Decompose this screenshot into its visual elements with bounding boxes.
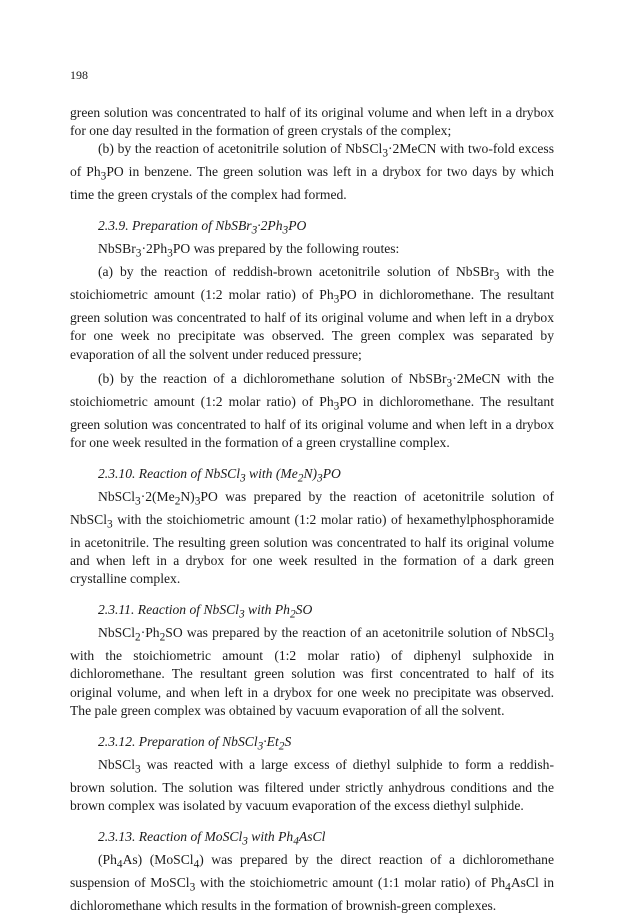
paragraph: $NbSCl_2\cdot Ph_2SO$ was prepared by the reaction of an acetonitrile solution of NbSCl$_3$ with the stoichiometric amount (1:2 molar ratio) of diphenyl sulphoxide in dichloromethane. The resultant green solution was first concentrated to half of its original volume, and when left in a drybox for one week no precipitate was observed. The pale green complex was obtained by vacuum evaporation of all the solvent. — [70, 625, 554, 718]
section-heading: 2.3.11. Reaction of NbSCl$_3$ with $Ph_2SO$ — [98, 602, 313, 622]
paragraph: (b) by the reaction of acetonitrile solution of NbSCl$_3$·2MeCN with two-fold excess of $Ph_3PO$ in benzene. The green solution was left in a drybox for two days by which time the green crystals of the complex had formed. — [70, 141, 554, 203]
paragraph: NbSCl$_3$ was reacted with a large excess of diethyl sulphide to form a reddish-brown solution. The solution was filtered under strictly anhydrous conditions and the brown complex was isolated by vacuum evaporation of the excess diethyl sulphide. — [70, 756, 554, 814]
page-number: 198 — [70, 68, 88, 82]
paragraph: $NbSBr_3\cdot 2Ph_3PO$ was prepared by the following routes: — [98, 241, 400, 261]
paragraph: $NbSCl_3\cdot 2(Me_2N)_3PO$ was prepared by the reaction of acetonitrile solution of NbSCl$_3$ with the stoichiometric amount (1:2 molar ratio) of hexamethylphosphoramide in acetonitrile. The resulting green solution was concentrated to half its original volume and when left in a drybox for one week resulted in the formation of a dark green crystalline complex. — [70, 488, 554, 587]
section-heading: 2.3.13. Reaction of MoSCl$_3$ with $Ph_4AsCl$ — [98, 829, 326, 848]
section-heading: 2.3.10. Reaction of NbSCl$_3$ with $(Me_2N)_3PO$ — [98, 466, 341, 485]
paragraph: $(Ph_4As)$ (MoSCl$_4$) was prepared by the direct reaction of a dichloromethane suspension of MoSCl$_3$ with the stoichiometric amount (1:1 molar ratio) of $Ph_4AsCl$ in dichloromethane which results in the formation of brownish-green complexes. — [70, 852, 554, 914]
document-body — [70, 104, 554, 915]
paragraph: (a) by the reaction of reddish-brown acetonitrile solution of NbSBr$_3$ with the stoichiometric amount (1:2 molar ratio) of $Ph_3PO$ in dichloromethane. The resultant green solution was concentrated to half of its original volume and when left in a drybox for one week no precipitate was observed. The green complex was separated by evaporation of all the solvent under reduced pressure; — [70, 264, 555, 362]
section-heading: 2.3.9. Preparation of $NbSBr_3\cdot 2Ph_3PO$ — [98, 218, 307, 238]
paragraph: green solution was concentrated to half of its original volume and when left in a drybox for one day resulted in the formation of green crystals of the complex; — [70, 105, 554, 139]
paragraph: (b) by the reaction of a dichloromethane solution of NbSBr$_3$·2MeCN with the stoichiometric amount (1:2 molar ratio) of $Ph_3PO$ in dichloromethane. The resultant green solution was concentrated to half of its original volume and when left in a drybox for one week resulted in the formation of a green crystalline complex. — [70, 370, 554, 450]
section-heading: 2.3.12. Preparation of $NbSCl_3\cdot Et_2S$ — [98, 734, 292, 753]
